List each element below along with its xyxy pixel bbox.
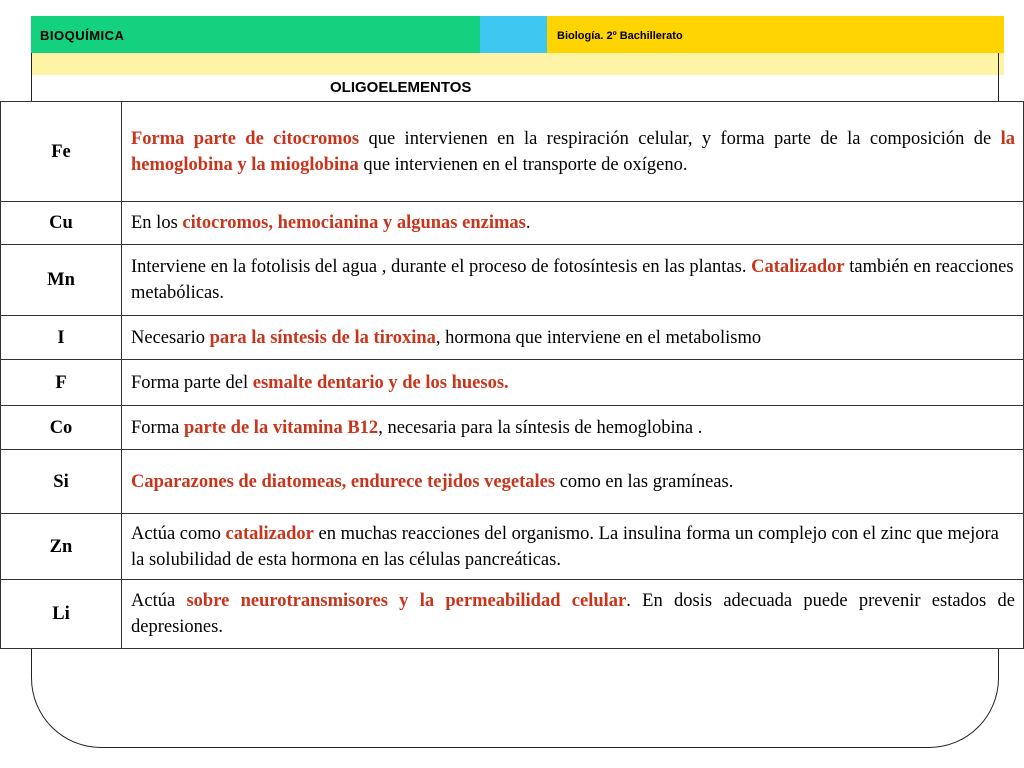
description-text: , hormona que interviene en el metabolismo (435, 327, 762, 348)
highlighted-text: sobre neurotransmisores y la permeabilidad celular (186, 591, 627, 611)
table-row (1, 316, 1024, 360)
element-symbol-cell (1, 580, 122, 649)
element-description (122, 580, 1024, 649)
header-cyan-bar (480, 16, 547, 53)
description-text: , necesaria para la síntesis de hemoglobina . (378, 417, 703, 438)
table-row (1, 580, 1024, 649)
description-text: Actúa (131, 591, 187, 611)
description-text: En los (131, 213, 183, 233)
description-text: como en las gramíneas. (555, 471, 734, 492)
description-text: Actúa como (131, 523, 226, 544)
description-text: en muchas reacciones del organismo. La insulina forma un complejo con el zinc que mejora la solubilidad de esta hormona en las células pancreáticas. (131, 523, 999, 570)
element-symbol: Fe (51, 141, 71, 162)
description-text: Interviene en la fotolisis del agua , durante el proceso de fotosíntesis en las plantas. (131, 257, 752, 277)
oligoelements-table (0, 101, 1024, 649)
element-symbol: I (57, 327, 65, 348)
element-symbol: Mn (47, 270, 75, 290)
element-description (122, 245, 1024, 316)
header-course: Biología. 2º Bachillerato (557, 30, 683, 42)
table-row (1, 360, 1024, 406)
element-symbol-cell (1, 360, 122, 406)
highlighted-text: citocromos, hemocianina y algunas enzimas (182, 213, 526, 233)
element-symbol: Zn (49, 536, 73, 557)
element-description (122, 360, 1024, 406)
element-description (122, 406, 1024, 450)
highlighted-text: esmalte dentario y de los huesos. (252, 372, 509, 393)
page-title: OLIGOELEMENTOS (330, 79, 472, 96)
description-text: Forma (131, 417, 184, 438)
description-text: Forma parte del (131, 372, 253, 393)
element-description (122, 102, 1024, 202)
element-symbol-cell (1, 245, 122, 316)
element-symbol: F (55, 372, 67, 393)
element-symbol-cell (1, 450, 122, 514)
highlighted-text: Caparazones de diatomeas, endurece tejidos vegetales (131, 471, 556, 492)
element-description (122, 316, 1024, 360)
element-description (122, 450, 1024, 514)
element-symbol: Co (49, 417, 73, 438)
highlighted-text: parte de la vitamina B12 (183, 417, 379, 438)
table-row (1, 245, 1024, 316)
element-symbol-cell (1, 102, 122, 202)
element-symbol-cell (1, 316, 122, 360)
highlighted-text: Forma parte de citocromos (131, 128, 360, 149)
table-row (1, 514, 1024, 580)
element-description (122, 514, 1024, 580)
table-row (1, 102, 1024, 202)
element-description (122, 202, 1024, 245)
highlighted-text: para la síntesis de la tiroxina (209, 327, 436, 348)
element-symbol-cell (1, 406, 122, 450)
element-symbol: Si (53, 471, 69, 492)
highlighted-text: Catalizador (751, 257, 845, 277)
description-text: Necesario (131, 327, 210, 348)
table-row (1, 202, 1024, 245)
description-text: también en reacciones metabólicas. (131, 257, 1014, 303)
highlighted-text: catalizador (225, 523, 314, 544)
element-symbol-cell (1, 514, 122, 580)
element-symbol: Li (52, 604, 70, 624)
highlighted-text: la hemoglobina y la mioglobina (131, 128, 1015, 175)
element-symbol: Cu (49, 213, 73, 233)
description-text: . En dosis adecuada puede prevenir estados de depresiones. (131, 591, 1015, 637)
header-subject: BIOQUÍMICA (40, 28, 125, 43)
table-row (1, 450, 1024, 514)
table-row (1, 406, 1024, 450)
description-text: . (525, 213, 531, 233)
element-symbol-cell (1, 202, 122, 245)
description-text: que intervienen en la respiración celular, y forma parte de la composición de (359, 128, 1001, 149)
description-text: que intervienen en el transporte de oxígeno. (358, 154, 688, 175)
